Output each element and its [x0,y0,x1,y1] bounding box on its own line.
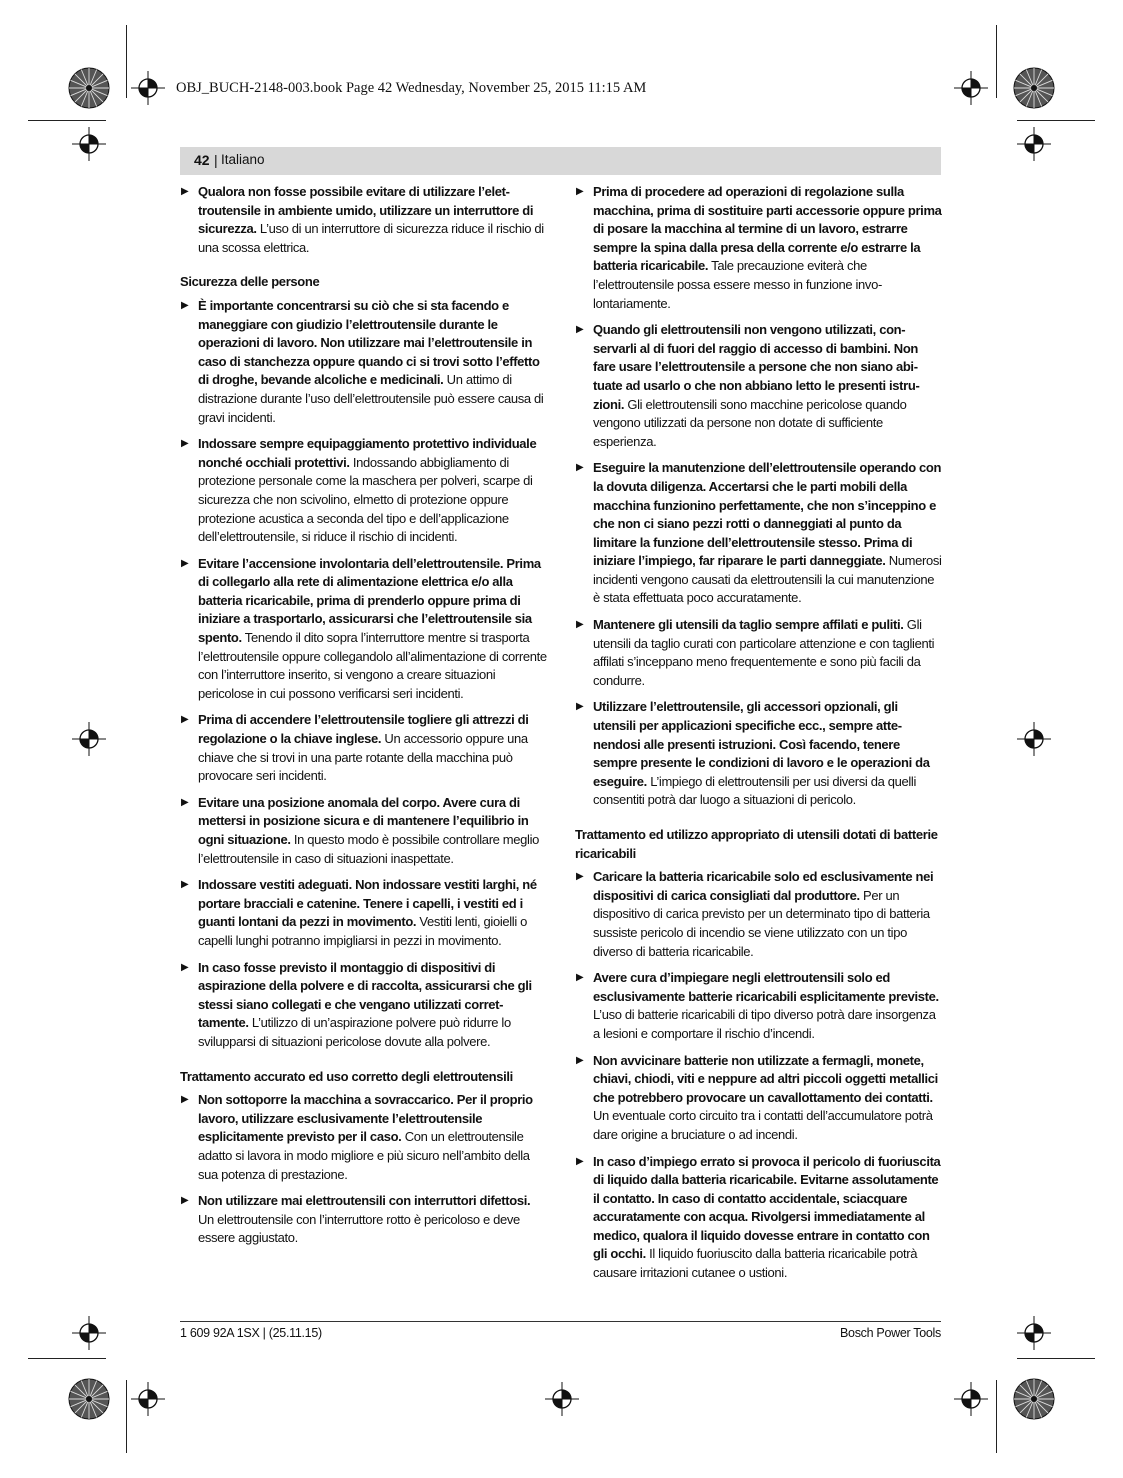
bullet-arrow-icon: ▶ [576,462,584,474]
bullet-arrow-icon: ▶ [181,438,189,450]
section-heading: Trattamento ed utilizzo appropriato di utensili dotati di batterie ricaricabili [575,827,938,861]
bullet-bold-text: Mantenere gli utensili da taglio sempre affilati e puliti. [593,617,904,633]
bullet-item [575,616,942,690]
bullet-body-text: Per un dispositivo di carica previsto per un determinato tipo di batteria sussiste pericolo di incendio se viene utilizzato con un tipo diverso di batteria ricaricabile. [593,887,930,959]
bullet-item [575,183,942,313]
bullet-item [575,321,942,451]
crop-mark [28,120,106,121]
bullet-item [180,959,547,1052]
bullet-bold-text: In caso fosse previsto il montaggio di dispositivi di aspirazione della polvere e di raccolta, assicurarsi che gli stessi siano collegati e che vengano utilizzati correttamente. [198,959,532,1031]
bullet-arrow-icon: ▶ [576,871,584,883]
bullet-bold-text: Evitare una posizione anomala del corpo. Avere cura di mettersi in posizione sicura e di mantenere l’equilibrio in ogni situazione. [198,794,529,847]
bullet-body-text: Un accessorio oppure una chiave che si trovi in una parte rotante della macchina può provocare seri incidenti. [198,731,528,784]
bullet-arrow-icon: ▶ [576,972,584,984]
bullet-body-text: In questo modo è possibile controllare meglio l’elettroutensile in caso di situazioni inaspettate. [198,832,540,866]
bullet-body-text: Vestiti lenti, gioielli o capelli lunghi potranno impigliarsi in pezzi in movimento. [198,914,528,948]
left-column [180,183,547,1256]
bullet-body-text: L’uso di un interruttore di sicurezza riduce il rischio di una scossa elettrica. [198,221,544,255]
page-header-bar [180,147,941,175]
bullet-body-text: Un eventuale corto circuito tra i contatti dell’accumulatore potrà dare origine a bruciature o ad incendi. [593,1108,933,1142]
bullet-bold-text: Prima di accendere l’elettroutensile togliere gli attrezzi di regolazione o la chiave inglese. [198,712,529,747]
bullet-arrow-icon: ▶ [576,324,584,336]
footer-doc-code: 1 609 92A 1SX | (25.11.15) [180,1326,322,1340]
registration-mark-icon [1017,127,1051,161]
bullet-arrow-icon: ▶ [181,1094,189,1106]
star-target-icon [67,1377,111,1421]
bullet-item [575,459,942,608]
bullet-arrow-icon: ▶ [181,1195,189,1207]
bullet-body-text: Il liquido fuoriuscito dalla batteria ricaricabile potrà causare irritazioni cutanee o ustioni. [593,1246,918,1281]
bullet-item [575,1052,942,1145]
footer-brand: Bosch Power Tools [840,1326,941,1340]
header-language: Italiano [221,152,265,167]
registration-mark-icon [954,1382,988,1416]
crop-mark [1017,1358,1095,1359]
bullet-body-text: Numerosi incidenti vengono causati da elettroutensili la cui manutenzione è stata effettuata poco accuratamente. [593,553,942,606]
bullet-bold-text: In caso d’impiego errato si provoca il pericolo di fuoriuscita di liquido dalla batteria ricaricabile. Evitarne assolutamente il contatto. In caso di contatto accidentale, sciacquare accuratamente con acqua. Rivolgersi immediatamente al medico, qualora il liquido dovesse entrare in contatto con gli occhi. [593,1153,941,1262]
bullet-item [575,969,942,1043]
crop-mark [996,25,997,98]
bullet-bold-text: Eseguire la manutenzione dell’elettroutensile operando con la dovuta diligenza. Accertarsi che le parti mobili della macchina funzionino perfettamente, che non s’inceppino e che non ci siano pezzi rotti o danneggiati al punto da limitare la funzione dell’elettroutensile stesso. Prima di iniziare l’impiego, far riparare le parti danneggiate. [593,460,942,569]
section-heading: Trattamento accurato ed uso corretto degli elettroutensili [180,1068,513,1084]
page-number: 42 [194,152,210,168]
bullet-body-text: Un elettroutensile con l’interruttore rotto è pericoloso e deve essere aggiustato. [198,1211,520,1246]
bullet-arrow-icon: ▶ [576,1054,584,1066]
star-target-icon [67,66,111,110]
registration-mark-icon [954,71,988,105]
bullet-item [575,1153,942,1283]
bullet-arrow-icon: ▶ [181,557,189,569]
registration-mark-icon [545,1382,579,1416]
footer-rule [180,1321,941,1322]
star-target-icon [1012,66,1056,110]
bullet-item [180,711,547,785]
bullet-arrow-icon: ▶ [576,619,584,631]
file-info-line: OBJ_BUCH-2148-003.book Page 42 Wednesday, November 25, 2015 11:15 AM [176,80,647,96]
bullet-body-text: L’impiego di elettroutensili per usi diversi da quelli consentiti potrà dar luogo a situazioni di pericolo. [593,773,917,808]
bullet-item [180,183,547,257]
bullet-bold-text: Prima di procedere ad operazioni di regolazione sulla macchina, prima di sostituire parti accessorie oppure prima di posare la macchina al termine di un lavoro, estrarre sempre la spina dalla presa della corrente e/o estrarre la batteria ricaricabile. [593,184,942,274]
bullet-arrow-icon: ▶ [576,701,584,713]
bullet-bold-text: Non sottoporre la macchina a sovraccarico. Per il proprio lavoro, utilizzare esclusivamente l’elettroutensile esplicitamente previsto per il caso. [198,1092,533,1145]
bullet-item [575,868,942,961]
bullet-body-text: Tale precauzione eviterà che l’elettroutensile possa essere messo in funzione involontariamente. [593,258,883,311]
crop-mark [1017,120,1095,121]
star-target-icon [1012,1377,1056,1421]
registration-mark-icon [72,1316,106,1350]
registration-mark-icon [72,722,106,756]
bullet-item [180,297,547,427]
bullet-arrow-icon: ▶ [576,1155,584,1167]
bullet-body-text: Gli elettroutensili sono macchine pericolose quando vengono utilizzati da persone non dotate di sufficiente esperienza. [593,396,907,449]
crop-mark [126,25,127,98]
registration-mark-icon [1017,1316,1051,1350]
bullet-arrow-icon: ▶ [576,186,584,197]
bullet-bold-text: Indossare vestiti adeguati. Non indossare vestiti larghi, né portare bracciali e catenine. Tenere i capelli, i vestiti ed i guanti lontani da pezzi in movimento. [198,877,537,930]
bullet-item [180,555,547,704]
bullet-item [180,1091,547,1184]
bullet-body-text: Con un elettroutensile adatto si lavora in modo migliore e più sicuro nell’ambito della sua potenza di prestazione. [198,1129,530,1182]
bullet-body-text: L’utilizzo di un’aspirazione polvere può ridurre lo svilupparsi di situazioni pericolose dovute alla polvere. [198,1015,511,1049]
bullet-item [180,794,547,868]
bullet-bold-text: È importante concentrarsi su ciò che si sta facendo e maneggiare con giudizio l’elettroutensile durante le operazioni di lavoro. Non utilizzare mai l’elettroutensile in caso di stanchezza oppure quando ci si trovi sotto l’effetto di droghe, bevande alcoliche e medicinali. [198,297,540,388]
bullet-arrow-icon: ▶ [181,961,189,973]
bullet-bold-text: Caricare la batteria ricaricabile solo ed esclusivamente nei dispositivi di carica consigliati dal produttore. [593,869,934,903]
crop-mark [28,1358,106,1359]
right-column [575,183,942,1291]
crop-mark [996,1380,997,1453]
bullet-item [575,698,942,810]
bullet-arrow-icon: ▶ [181,796,189,808]
bullet-arrow-icon: ▶ [181,714,189,726]
bullet-body-text: L’uso di batterie ricaricabili di tipo diverso potrà dare insorgenza a lesioni e comportare il rischio d’incendi. [593,1007,936,1041]
bullet-arrow-icon: ▶ [181,186,189,197]
bullet-body-text: Indossando abbigliamento di protezione personale come la maschera per polveri, scarpe di sicurezza che non scivolino, elmetto di protezione oppure protezione acustica a seconda del tipo e dell’applicazione dell’elettroutensile, si riduce il rischio di incidenti. [198,454,533,545]
bullet-item [180,876,547,950]
bullet-bold-text: Quando gli elettroutensili non vengono utilizzati, conservarli al di fuori del raggio di accesso di bambini. Non fare usare l’elettroutensile a persone che non siano abituate ad usarlo o che non abbiano letto le presenti istruzioni. [593,322,920,412]
bullet-arrow-icon: ▶ [181,299,189,311]
bullet-item [180,435,547,547]
registration-mark-icon [131,71,165,105]
bullet-bold-text: Avere cura d’impiegare negli elettroutensili solo ed esclusivamente batterie ricaricabili esplicitamente previste. [593,970,939,1004]
registration-mark-icon [1017,722,1051,756]
bullet-body-text: Un attimo di distrazione durante l’uso dell’elettroutensile può essere causa di gravi incidenti. [198,372,544,425]
bullet-body-text: Gli utensili da taglio curati con particolare attenzione e con taglienti affilati s’inceppano meno frequentemente e sono più facili da condurre. [593,617,935,688]
bullet-bold-text: Evitare l’accensione involontaria dell’elettroutensile. Prima di collegarlo alla rete di alimentazione elettrica e/o alla batteria ricaricabile, prima di prenderlo oppure prima di iniziare a trasportarlo, assicurarsi che l’elettroutensile sia spento. [198,555,541,646]
header-separator: | [214,152,218,168]
bullet-item [180,1192,547,1248]
bullet-bold-text: Qualora non fosse possibile evitare di utilizzare l’elettroutensile in ambiente umido, utilizzare un interruttore di sicurezza. [198,184,534,237]
registration-mark-icon [72,127,106,161]
section-heading: Sicurezza delle persone [180,274,320,290]
bullet-bold-text: Non utilizzare mai elettroutensili con interruttori difettosi. [198,1193,531,1209]
registration-mark-icon [131,1382,165,1416]
bullet-bold-text: Indossare sempre equipaggiamento protettivo individuale nonché occhiali protettivi. [198,436,537,470]
bullet-bold-text: Utilizzare l’elettroutensile, gli accessori opzionali, gli utensili per applicazioni specifiche ecc., sempre attenendosi alle presenti istruzioni. Così facendo, tenere sempre presente le condizioni di lavoro e le operazioni da eseguire. [593,699,930,789]
bullet-body-text: Tenendo il dito sopra l’interruttore mentre si trasporta l’elettroutensile oppure collegandolo all’alimentazione di corrente con l’interruttore inserito, si vengono a creare situazioni pericolose in cui possono verificarsi seri incidenti. [198,630,547,701]
bullet-arrow-icon: ▶ [181,879,189,891]
bullet-bold-text: Non avvicinare batterie non utilizzate a fermagli, monete, chiavi, chiodi, viti e neppure ad altri piccoli oggetti metallici che potrebbero provocare un cavallottamento dei contatti. [593,1052,938,1105]
crop-mark [126,1380,127,1453]
